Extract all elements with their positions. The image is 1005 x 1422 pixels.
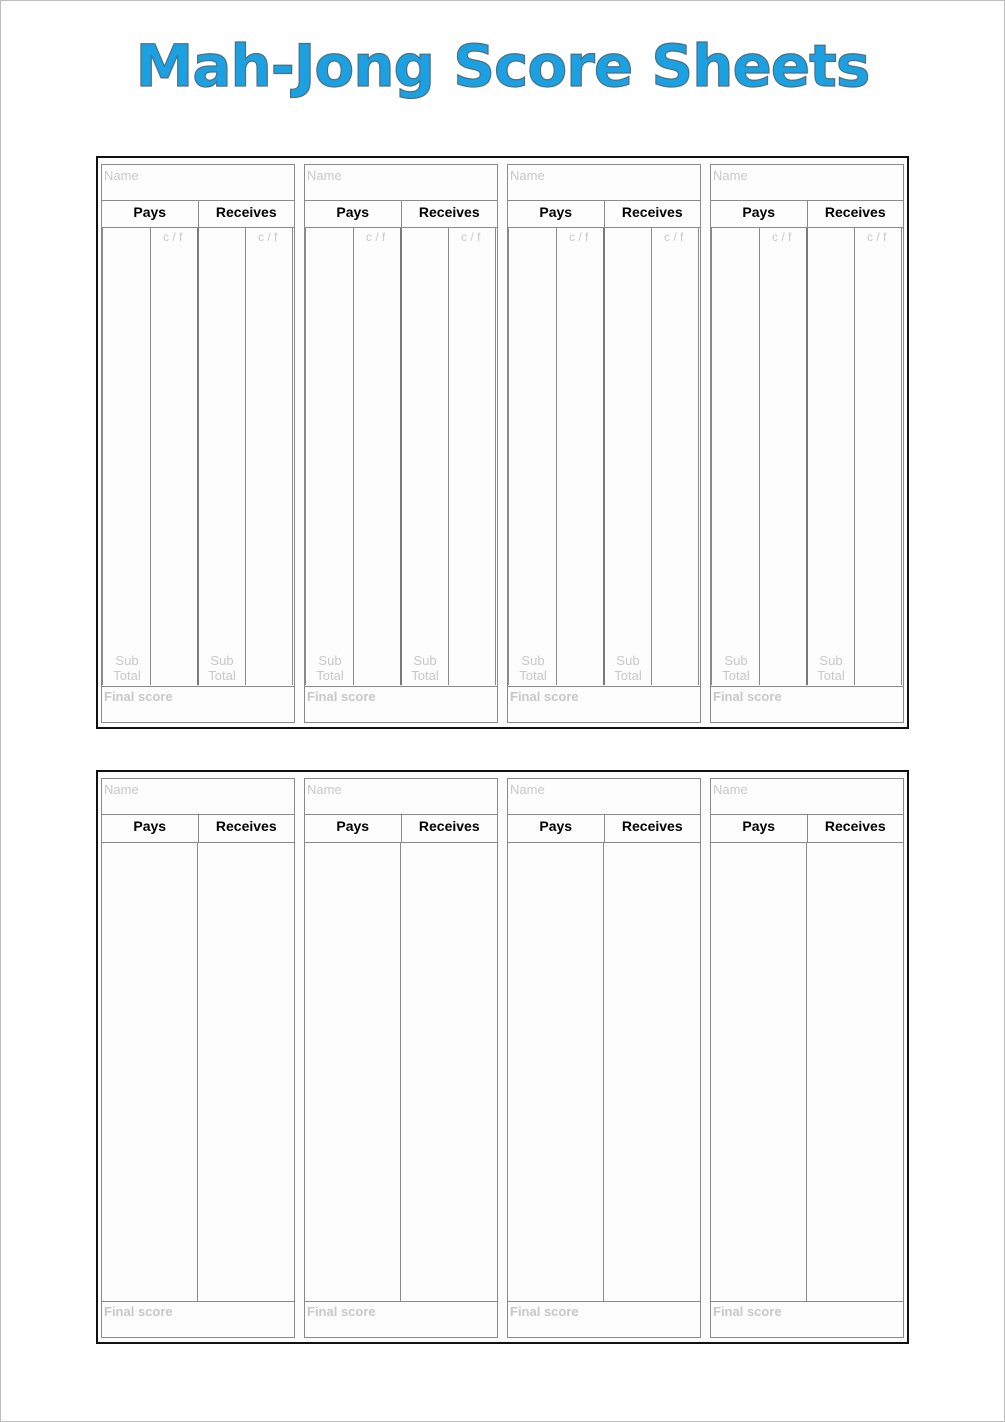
name-label: Name (713, 782, 748, 797)
name-label: Name (307, 782, 342, 797)
final-score-field[interactable] (508, 1301, 700, 1337)
final-score-field[interactable] (508, 686, 700, 722)
pays-header: Pays (539, 204, 573, 220)
pays-subtotal-label: Sub Total (519, 653, 547, 683)
player-card-2 (304, 164, 498, 723)
final-score-field[interactable] (305, 686, 497, 722)
final-score-field[interactable] (102, 1301, 294, 1337)
receives-subtotal-label: Sub Total (411, 653, 439, 683)
receives-header: Receives (401, 815, 498, 842)
score-sheet-detailed (96, 156, 909, 729)
pays-subtotal-label: Sub Total (316, 653, 344, 683)
pays-header: Pays (742, 204, 776, 220)
receives-carry-forward-label: c / f (867, 230, 887, 244)
name-field[interactable] (508, 779, 700, 815)
final-score-field[interactable] (711, 686, 903, 722)
receives-carry-forward-label: c / f (461, 230, 481, 244)
pays-carry-forward-label: c / f (366, 230, 386, 244)
final-score-label: Final score (104, 689, 173, 704)
player-card-2 (304, 778, 498, 1338)
receives-header: Receives (604, 815, 701, 842)
receives-header: Receives (807, 815, 904, 842)
column-headers (102, 815, 294, 843)
name-label: Name (104, 168, 139, 183)
name-field[interactable] (102, 779, 294, 815)
pays-carry-forward-label: c / f (569, 230, 589, 244)
name-label: Name (104, 782, 139, 797)
final-score-label: Final score (713, 1304, 782, 1319)
column-headers (508, 201, 700, 228)
column-headers (102, 201, 294, 228)
score-columns[interactable] (305, 228, 497, 685)
column-headers (711, 201, 903, 228)
player-card-4 (710, 778, 904, 1338)
score-sheet-simple (96, 770, 909, 1344)
name-field[interactable] (102, 165, 294, 201)
name-label: Name (510, 782, 545, 797)
receives-header: Receives (198, 815, 295, 842)
pays-header: Pays (133, 818, 167, 834)
pays-subtotal-label: Sub Total (113, 653, 141, 683)
score-columns[interactable] (508, 843, 700, 1302)
score-columns[interactable] (711, 228, 903, 685)
name-label: Name (713, 168, 748, 183)
score-columns[interactable] (102, 228, 294, 685)
column-headers (305, 201, 497, 228)
page-title: Mah-Jong Score Sheets (135, 32, 870, 100)
pays-header: Pays (539, 818, 573, 834)
player-card-1 (101, 164, 295, 723)
name-field[interactable] (508, 165, 700, 201)
final-score-label: Final score (510, 1304, 579, 1319)
pays-subtotal-label: Sub Total (722, 653, 750, 683)
receives-header: Receives (604, 201, 701, 227)
name-field[interactable] (711, 779, 903, 815)
name-field[interactable] (305, 779, 497, 815)
final-score-label: Final score (713, 689, 782, 704)
receives-carry-forward-label: c / f (258, 230, 278, 244)
player-card-3 (507, 164, 701, 723)
receives-carry-forward-label: c / f (664, 230, 684, 244)
final-score-label: Final score (307, 689, 376, 704)
pays-header: Pays (336, 818, 370, 834)
final-score-label: Final score (104, 1304, 173, 1319)
pays-header: Pays (336, 204, 370, 220)
score-columns[interactable] (711, 843, 903, 1302)
final-score-label: Final score (307, 1304, 376, 1319)
score-columns[interactable] (508, 228, 700, 685)
receives-subtotal-label: Sub Total (614, 653, 642, 683)
column-headers (508, 815, 700, 843)
name-field[interactable] (305, 165, 497, 201)
pays-header: Pays (742, 818, 776, 834)
receives-header: Receives (401, 201, 498, 227)
column-headers (711, 815, 903, 843)
receives-subtotal-label: Sub Total (817, 653, 845, 683)
pays-carry-forward-label: c / f (163, 230, 183, 244)
pays-header: Pays (133, 204, 167, 220)
final-score-field[interactable] (305, 1301, 497, 1337)
name-label: Name (510, 168, 545, 183)
receives-subtotal-label: Sub Total (208, 653, 236, 683)
final-score-field[interactable] (102, 686, 294, 722)
score-columns[interactable] (305, 843, 497, 1302)
final-score-label: Final score (510, 689, 579, 704)
name-label: Name (307, 168, 342, 183)
column-headers (305, 815, 497, 843)
receives-header: Receives (807, 201, 904, 227)
player-card-4 (710, 164, 904, 723)
name-field[interactable] (711, 165, 903, 201)
pays-carry-forward-label: c / f (772, 230, 792, 244)
receives-header: Receives (198, 201, 295, 227)
player-card-1 (101, 778, 295, 1338)
player-card-3 (507, 778, 701, 1338)
score-columns[interactable] (102, 843, 294, 1302)
final-score-field[interactable] (711, 1301, 903, 1337)
